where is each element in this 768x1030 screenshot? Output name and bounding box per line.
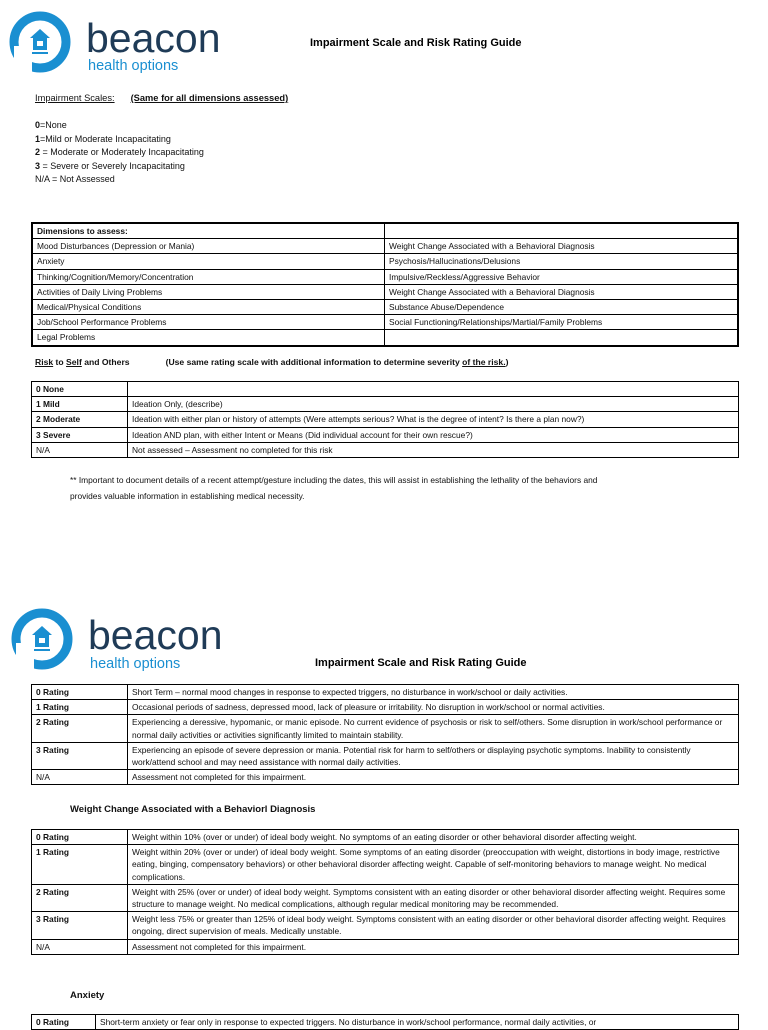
scale-item: 0=None bbox=[35, 120, 67, 130]
rating-description: Weight with 25% (over or under) of ideal body weight. Symptoms consistent with an eating disorder or other behavioral disorder affecting weight. Requires some structure to manage weight. No medical complications, although regular medical monitoring may be recommended. bbox=[128, 884, 739, 911]
table-cell: Mood Disturbances (Depression or Mania) bbox=[32, 239, 385, 254]
dimensions-table bbox=[31, 222, 739, 347]
table-cell bbox=[385, 330, 739, 346]
rating-label: 3 Severe bbox=[32, 427, 128, 442]
rating-label: 3 Rating bbox=[32, 912, 128, 939]
lighthouse-icon bbox=[16, 613, 68, 669]
rating-label: 3 Rating bbox=[32, 742, 128, 769]
table-cell: Job/School Performance Problems bbox=[32, 315, 385, 330]
mood-rating-table bbox=[31, 684, 739, 785]
anxiety-section-heading: Anxiety bbox=[70, 990, 105, 1001]
rating-description: Experiencing a deressive, hypomanic, or manic episode. No current evidence of psychosis or risk to self/others. Some disruption in work/school performance or normal daily activities or activities significantly limited to maintain stability. bbox=[128, 715, 739, 742]
impairment-scale-list bbox=[35, 119, 204, 187]
table-cell: Substance Abuse/Dependence bbox=[385, 300, 739, 315]
rating-description: Not assessed – Assessment no completed for this risk bbox=[128, 442, 739, 457]
table-row bbox=[32, 715, 739, 742]
risk-table bbox=[31, 381, 739, 458]
documentation-note: ** Important to document details of a recent attempt/gesture including the dates, this will assist in establishing the lethality of the behaviors and provides valuable information in establishing medical necessity. bbox=[70, 475, 598, 501]
table-row bbox=[32, 442, 739, 457]
table-cell: Thinking/Cognition/Memory/Concentration bbox=[32, 269, 385, 284]
rating-label: 0 None bbox=[32, 382, 128, 397]
table-cell: Activities of Daily Living Problems bbox=[32, 284, 385, 299]
table-row bbox=[32, 427, 739, 442]
rating-description: Ideation with either plan or history of attempts (Were attempts serious? What is the degree of intent? Is there a plan now?) bbox=[128, 412, 739, 427]
rating-label: 2 Rating bbox=[32, 884, 128, 911]
rating-description: Short Term – normal mood changes in response to expected triggers, no disturbance in work/school or daily activities. bbox=[128, 685, 739, 700]
table-row bbox=[32, 845, 739, 885]
scale-item: 2 = Moderate or Moderately Incapacitating bbox=[35, 147, 204, 157]
rating-description: Assessment not completed for this impairment. bbox=[128, 770, 739, 785]
logo-tagline: health options bbox=[88, 58, 179, 74]
logo-tagline: health options bbox=[90, 656, 181, 672]
page-title: Impairment Scale and Risk Rating Guide bbox=[310, 37, 522, 49]
table-cell: Anxiety bbox=[32, 254, 385, 269]
scale-item: 1=Mild or Moderate Incapacitating bbox=[35, 133, 171, 144]
table-cell: Weight Change Associated with a Behavioral Diagnosis bbox=[385, 239, 739, 254]
table-cell: Weight Change Associated with a Behavioral Diagnosis bbox=[385, 284, 739, 299]
table-row bbox=[32, 1015, 739, 1030]
rating-label: 1 Rating bbox=[32, 845, 128, 885]
rating-label: 1 Rating bbox=[32, 700, 128, 715]
table-cell: Impulsive/Reckless/Aggressive Behavior bbox=[385, 269, 739, 284]
table-row bbox=[32, 770, 739, 785]
table-row bbox=[32, 397, 739, 412]
table-row bbox=[32, 884, 739, 911]
logo-brand-name: beacon bbox=[86, 15, 221, 61]
beacon-logo bbox=[10, 604, 250, 674]
table-row bbox=[32, 284, 738, 299]
rating-description: Experiencing an episode of severe depression or mania. Potential risk for harm to self/others or displaying psychotic symptoms. Inability to consistently work/attend school and may need assistance with normal daily activities. bbox=[128, 742, 739, 769]
rating-description: Short-term anxiety or fear only in response to expected triggers. No disturbance in work/school performance, normal daily activities, or bbox=[96, 1015, 739, 1030]
dimensions-header: Dimensions to assess: bbox=[32, 223, 385, 239]
rating-description: Ideation AND plan, with either Intent or Means (Did individual account for their own rescue?) bbox=[128, 427, 739, 442]
rating-description: Weight less 75% or greater than 125% of ideal body weight. Symptoms consistent with an eating disorder or other behavioral disorder affecting weight. Requires ongoing, direct supervision of meals. Medically unstable. bbox=[128, 912, 739, 939]
scale-item: N/A = Not Assessed bbox=[35, 174, 115, 184]
rating-label: 0 Rating bbox=[32, 685, 128, 700]
scale-item: 3 = Severe or Severely Incapacitating bbox=[35, 160, 185, 171]
rating-label: N/A bbox=[32, 442, 128, 457]
logo-brand-name: beacon bbox=[88, 612, 223, 658]
table-row bbox=[32, 412, 739, 427]
rating-label: 2 Moderate bbox=[32, 412, 128, 427]
rating-label: N/A bbox=[32, 939, 128, 954]
table-row bbox=[32, 912, 739, 939]
rating-label: N/A bbox=[32, 770, 128, 785]
anxiety-rating-table bbox=[31, 1014, 739, 1030]
table-cell: Medical/Physical Conditions bbox=[32, 300, 385, 315]
risk-heading: Risk to Self and Others (Use same rating scale with additional information to determine severity of the risk.) bbox=[35, 357, 509, 367]
page-title: Impairment Scale and Risk Rating Guide bbox=[315, 657, 527, 669]
table-row bbox=[32, 300, 738, 315]
table-cell: Social Functioning/Relationships/Martial/Family Problems bbox=[385, 315, 739, 330]
beacon-logo bbox=[8, 8, 248, 76]
table-cell: Legal Problems bbox=[32, 330, 385, 346]
rating-description: Occasional periods of sadness, depressed mood, lack of pleasure or irritability. No disruption in work/school or normal activities. bbox=[128, 700, 739, 715]
rating-label: 0 Rating bbox=[32, 1015, 96, 1030]
rating-label: 0 Rating bbox=[32, 830, 128, 845]
rating-label: 1 Mild bbox=[32, 397, 128, 412]
table-row bbox=[32, 315, 738, 330]
table-row bbox=[32, 239, 738, 254]
impairment-scales-heading: Impairment Scales: (Same for all dimensions assessed) bbox=[35, 93, 289, 103]
table-cell: Psychosis/Hallucinations/Delusions bbox=[385, 254, 739, 269]
rating-description: Ideation Only, (describe) bbox=[128, 397, 739, 412]
rating-description bbox=[128, 382, 739, 397]
rating-description: Assessment not completed for this impairment. bbox=[128, 939, 739, 954]
rating-label: 2 Rating bbox=[32, 715, 128, 742]
rating-description: Weight within 20% (over or under) of ideal body weight. Some symptoms of an eating disorder (preoccupation with weight, distortions in body image, restrictive eating, binging, compensatory behaviors) or other behavioral disorder affecting weight. Capable of self-monitoring behaviors to manage weight. No medical complications. bbox=[128, 845, 739, 885]
table-row bbox=[32, 830, 739, 845]
table-cell bbox=[385, 223, 739, 239]
weight-rating-table bbox=[31, 829, 739, 955]
table-row bbox=[32, 742, 739, 769]
table-row bbox=[32, 330, 738, 346]
weight-section-heading: Weight Change Associated with a Behaviorl Diagnosis bbox=[70, 804, 316, 815]
table-row bbox=[32, 939, 739, 954]
table-row bbox=[32, 269, 738, 284]
table-row bbox=[32, 223, 738, 239]
table-row bbox=[32, 685, 739, 700]
lighthouse-icon bbox=[14, 16, 66, 72]
rating-description: Weight within 10% (over or under) of ideal body weight. No symptoms of an eating disorder or other behavioral disorder affecting weight. bbox=[128, 830, 739, 845]
table-row bbox=[32, 254, 738, 269]
table-row bbox=[32, 382, 739, 397]
table-row bbox=[32, 700, 739, 715]
